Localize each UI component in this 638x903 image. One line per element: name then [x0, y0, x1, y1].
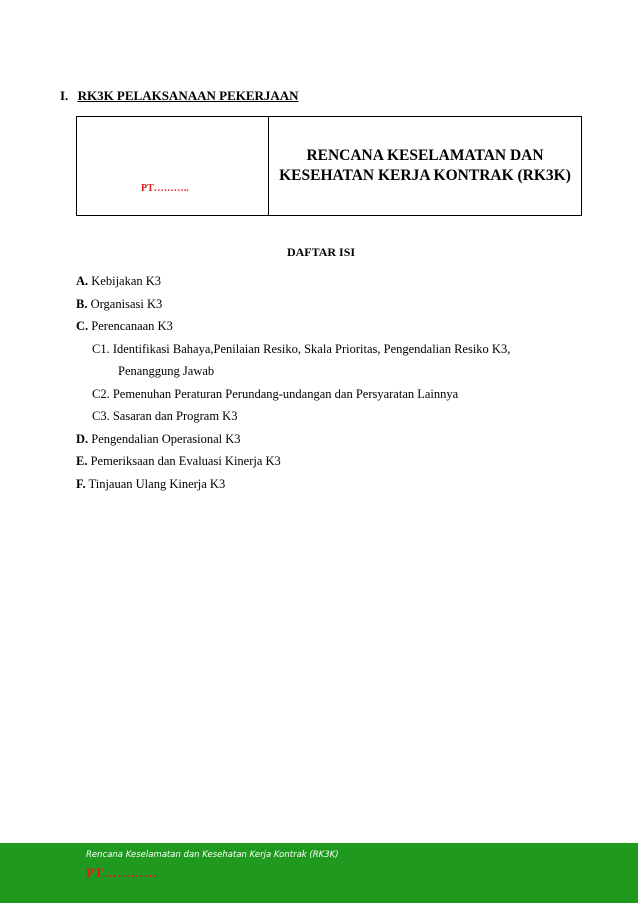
toc-text: C2. Pemenuhan Peraturan Perundang-undangan dan Persyaratan Lainnya: [92, 386, 459, 401]
toc-letter: B.: [76, 296, 88, 311]
document-title-line-1: RENCANA KESELAMATAN DAN: [306, 147, 544, 164]
toc-title: DAFTAR ISI: [286, 245, 356, 259]
toc-item-d: [76, 428, 510, 451]
toc-item-c2: [76, 383, 510, 406]
toc-letter: A.: [76, 274, 89, 288]
toc-letter: E.: [76, 454, 88, 468]
document-header-box: [76, 116, 582, 216]
toc-item-b: [76, 293, 510, 316]
toc-letter: C.: [76, 319, 89, 333]
toc-letter: F.: [76, 476, 86, 491]
toc-text: Penanggung Jawab: [118, 364, 215, 378]
toc-item-e: [76, 450, 510, 473]
toc-item-c1-continued: [76, 360, 510, 383]
toc-item-c: [76, 315, 510, 338]
table-of-contents: [76, 270, 510, 495]
company-name: PT………..: [141, 183, 189, 194]
toc-text: Perencanaan K3: [91, 319, 173, 333]
toc-item-f: [76, 473, 510, 496]
footer-company: PT…………: [86, 865, 158, 880]
toc-text: C1. Identifikasi Bahaya,Penilaian Resiko, Skala Prioritas, Pengendalian Resiko K3,: [92, 341, 511, 356]
toc-item-a: [76, 270, 510, 293]
title-cell: [269, 117, 581, 215]
document-title: [279, 146, 571, 186]
toc-item-c3: [76, 405, 510, 428]
toc-text: Pemeriksaan dan Evaluasi Kinerja K3: [90, 454, 281, 468]
section-number: I.: [60, 88, 69, 103]
section-title: RK3K PELAKSANAAN PEKERJAAN: [77, 88, 299, 103]
company-cell: [77, 117, 269, 215]
toc-text: Organisasi K3: [90, 296, 163, 311]
toc-text: Kebijakan K3: [91, 274, 162, 288]
toc-text: Pengendalian Operasional K3: [91, 431, 241, 446]
section-heading: [60, 88, 299, 104]
toc-item-c1: [76, 338, 510, 361]
footer-title: Rencana Keselamatan dan Kesehatan Kerja Kontrak (RK3K): [86, 850, 339, 860]
document-title-line-2: KESEHATAN KERJA KONTRAK (RK3K): [279, 167, 571, 184]
toc-text: Tinjauan Ulang Kinerja K3: [88, 476, 226, 491]
page-footer: [0, 843, 638, 903]
toc-letter: D.: [76, 431, 89, 446]
toc-text: C3. Sasaran dan Program K3: [92, 409, 238, 423]
